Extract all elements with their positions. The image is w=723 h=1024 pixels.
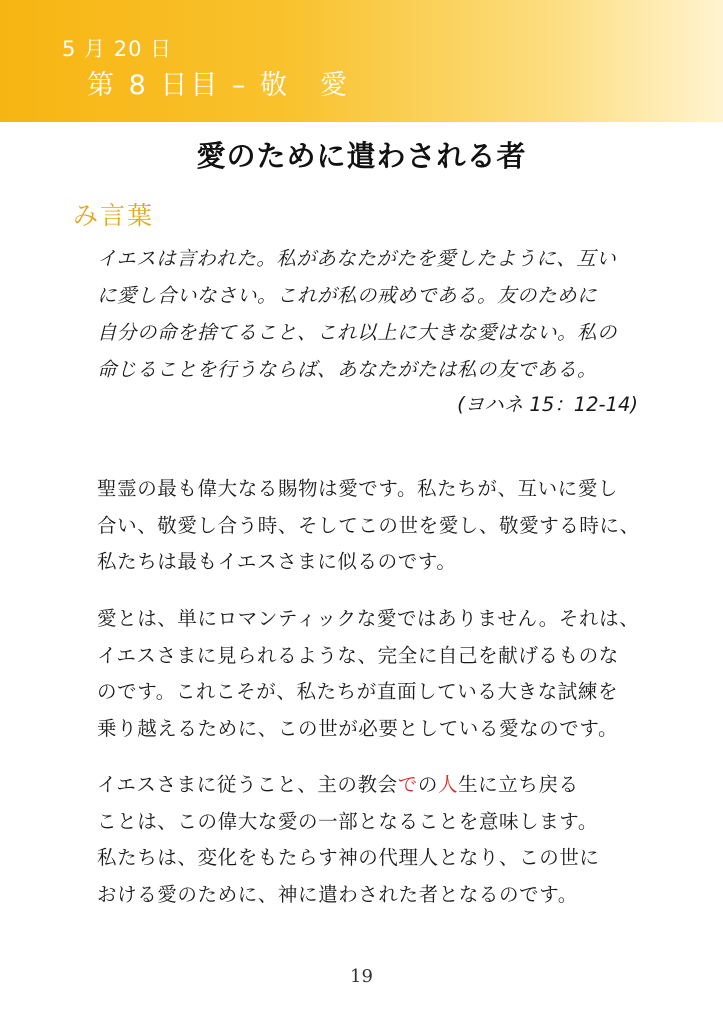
paragraph-line: 乗り越えるために、この世が必要としている愛なのです。: [97, 716, 619, 740]
paragraph-line: おける愛のために、神に遣わされた者となるのです。: [97, 882, 578, 906]
scripture-line: イエスは言われた。私があなたがたを愛したように、互い: [97, 247, 617, 270]
paragraph-line: 愛とは、単にロマンティックな愛ではありません。それは、: [97, 607, 640, 630]
paragraph-1: [97, 471, 640, 581]
paragraph-line: [97, 767, 637, 804]
header-day-title: 第 8 日目 – 敬 愛: [87, 70, 351, 101]
scripture-reference: (ヨハネ 15：12-14): [457, 393, 638, 416]
page-title: 愛のために遣わされる者: [196, 139, 527, 173]
highlighted-text: 人: [437, 773, 459, 796]
paragraph-line: 合い、敬愛し合う時、そしてこの世を愛し、敬愛する時に、: [97, 513, 640, 537]
header-date: 5 月 20 日: [62, 37, 173, 61]
text-run: の: [417, 773, 438, 796]
paragraph-line: のです。これこそが、私たちが直面している大きな試練を: [97, 680, 619, 703]
paragraph-line: ことは、この偉大な愛の一部となることを意味します。: [97, 809, 598, 833]
paragraph-line: 私たちは、変化をもたらす神の代理人となり、この世に: [97, 846, 600, 869]
scripture-line: 自分の命を捨てること、これ以上に大きな愛はない。私の: [97, 321, 618, 344]
highlighted-text: で: [397, 773, 418, 796]
scripture-line: 命じることを行うならば、あなたがたは私の友である。: [97, 358, 598, 381]
section-label-scripture: み言葉: [73, 201, 155, 230]
text-run: イエスさまに従うこと、主の教会: [97, 773, 398, 796]
paragraph-line: 私たちは最もイエスさまに似るのです。: [97, 550, 457, 573]
scripture-line: に愛し合いなさい。これが私の戒めである。友のために: [97, 284, 598, 307]
paragraph-line: 聖霊の最も偉大なる賜物は愛です。私たちが、互いに愛し: [97, 477, 619, 500]
text-run: 生に立ち戻る: [458, 773, 579, 796]
page-number: 19: [350, 966, 373, 987]
scripture-block: [97, 240, 637, 388]
paragraph-3: [97, 767, 637, 913]
paragraph-2: [97, 601, 640, 747]
paragraph-line: イエスさまに見られるような、完全に自己を献げるものな: [97, 643, 619, 667]
